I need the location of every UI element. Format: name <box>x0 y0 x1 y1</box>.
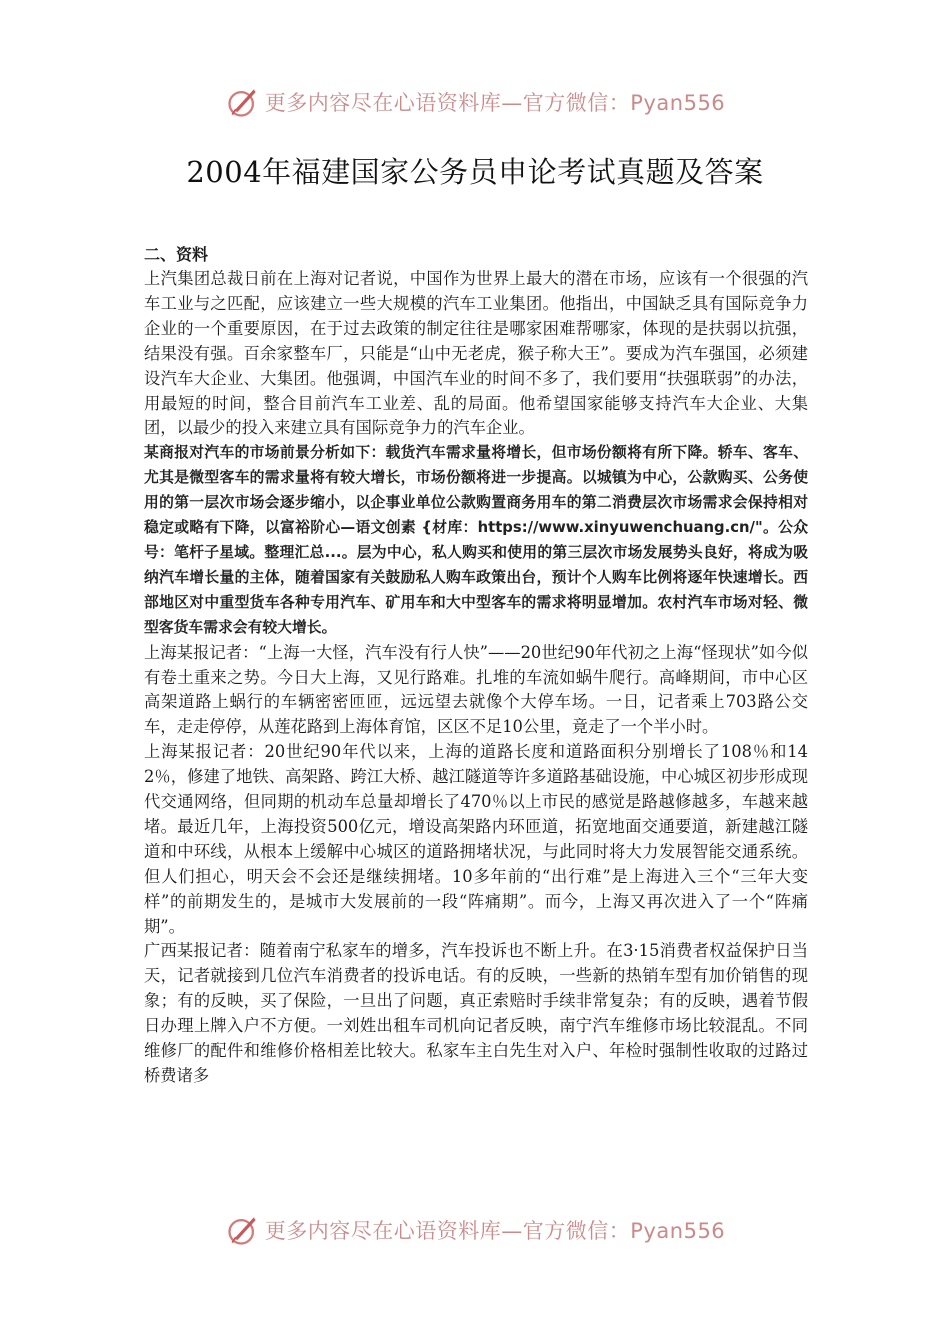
watermark-text: 更多内容尽在心语资料库—官方微信：Pyan556 <box>264 91 726 115</box>
watermark-banner-bottom <box>0 1208 950 1252</box>
watermark-text: 更多内容尽在心语资料库—官方微信：Pyan556 <box>264 1219 726 1243</box>
section-heading: 二、资料 <box>144 245 209 264</box>
paragraph-1: 上汽集团总裁日前在上海对记者说，中国作为世界上最大的潜在市场，应该有一个很强的汽车工业与之匹配，应该建立一些大规模的汽车工业集团。他指出，中国缺乏具有国际竞争力企业的一个重要原因，在于过去政策的制定往往是哪家困难帮哪家，体现的是扶弱以抗强，结果没有强。百余家整车厂，只能是“山中无老虎，猴子称大王”。要成为汽车强国，必须建设汽车大企业、大集团。他强调，中国汽车业的时间不多了，我们要用“扶强联弱”的办法，用最短的时间，整合目前汽车工业差、乱的局面。他希望国家能够支持汽车大企业、大集团，以最少的投入来建立具有国际竞争力的汽车企业。 <box>144 269 808 438</box>
paragraph-5: 广西某报记者：随着南宁私家车的增多，汽车投诉也不断上升。在3·15消费者权益保护日当天，记者就接到几位汽车消费者的投诉电话。有的反映，一些新的热销车型有加价销售的现象；有的反映，买了保险，一旦出了问题，真正索赔时手续非常复杂；有的反映，遇着节假日办理上牌入户不方便。一刘姓出租车司机向记者反映，南宁汽车维修市场比较混乱。不同维修厂的配件和维修价格相差比较大。私家车主白先生对入户、年检时强制性收取的过路过桥费诸多 <box>144 941 808 1085</box>
page-title: 2004年福建国家公务员申论考试真题及答案 <box>186 155 764 189</box>
pen-feather-logo-icon <box>225 84 261 120</box>
pen-feather-logo-icon <box>225 1212 261 1248</box>
document-body <box>144 243 808 1089</box>
watermark-banner-top <box>0 80 950 124</box>
paragraph-3: 上海某报记者：“上海一大怪，汽车没有行人快”——20世纪90年代初之上海“怪现状”如今似有卷土重来之势。今日大上海，又见行路难。扎堆的车流如蜗牛爬行。高峰期间，市中心区高架道路上蜗行的车辆密密匝匝，远远望去就像个大停车场。一日，记者乘上703路公交车，走走停停，从莲花路到上海体育馆，区区不足10公里，竟走了一个半小时。 <box>144 642 808 737</box>
paragraph-4: 上海某报记者：20世纪90年代以来，上海的道路长度和道路面积分别增长了108％和142％，修建了地铁、高架路、跨江大桥、越江隧道等许多道路基础设施，中心城区初步形成现代交通网络，但同期的机动车总量却增长了470％以上市民的感觉是路越修越多，车越来越堵。最近几年，上海投资500亿元，增设高架路内环匝道，拓宽地面交通要道，新建越江隧道和中环线，从根本上缓解中心城区的道路拥堵状况，与此同时将大力发展智能交通系统。但人们担心，明天会不会还是继续拥堵。10多年前的“出行难”是上海进入三个“三年大变样”的前期发生的，是城市大发展前的一段“阵痛期”。而今，上海又再次进入了一个“阵痛期”。 <box>144 742 808 936</box>
paragraph-2: 某商报对汽车的市场前景分析如下：载货汽车需求量将增长，但市场份额将有所下降。轿车、客车、尤其是微型客车的需求量将有较大增长，市场份额将进一步提高。以城镇为中心，公款购买、公务使用的第一层次市场会逐步缩小，以企事业单位公款购置商务用车的第二消费层次市场需求会保持相对稳定或略有下降，以富裕阶心—语文创素 {材库：https://www.xinyuwenchuang.cn/"。公众号：笔杆子星域。整理汇总...。层为中心，私人购买和使用的第三层次市场发展势头良好，将成为吸纳汽车增长量的主体，随着国家有关鼓励私人购车政策出台，预计个人购车比例将逐年快速增长。西部地区对中重型货车各种专用汽车、矿用车和大中型客车的需求将明显增加。农村汽车市场对轻、微型客货车需求会有较大增长。 <box>144 444 808 636</box>
